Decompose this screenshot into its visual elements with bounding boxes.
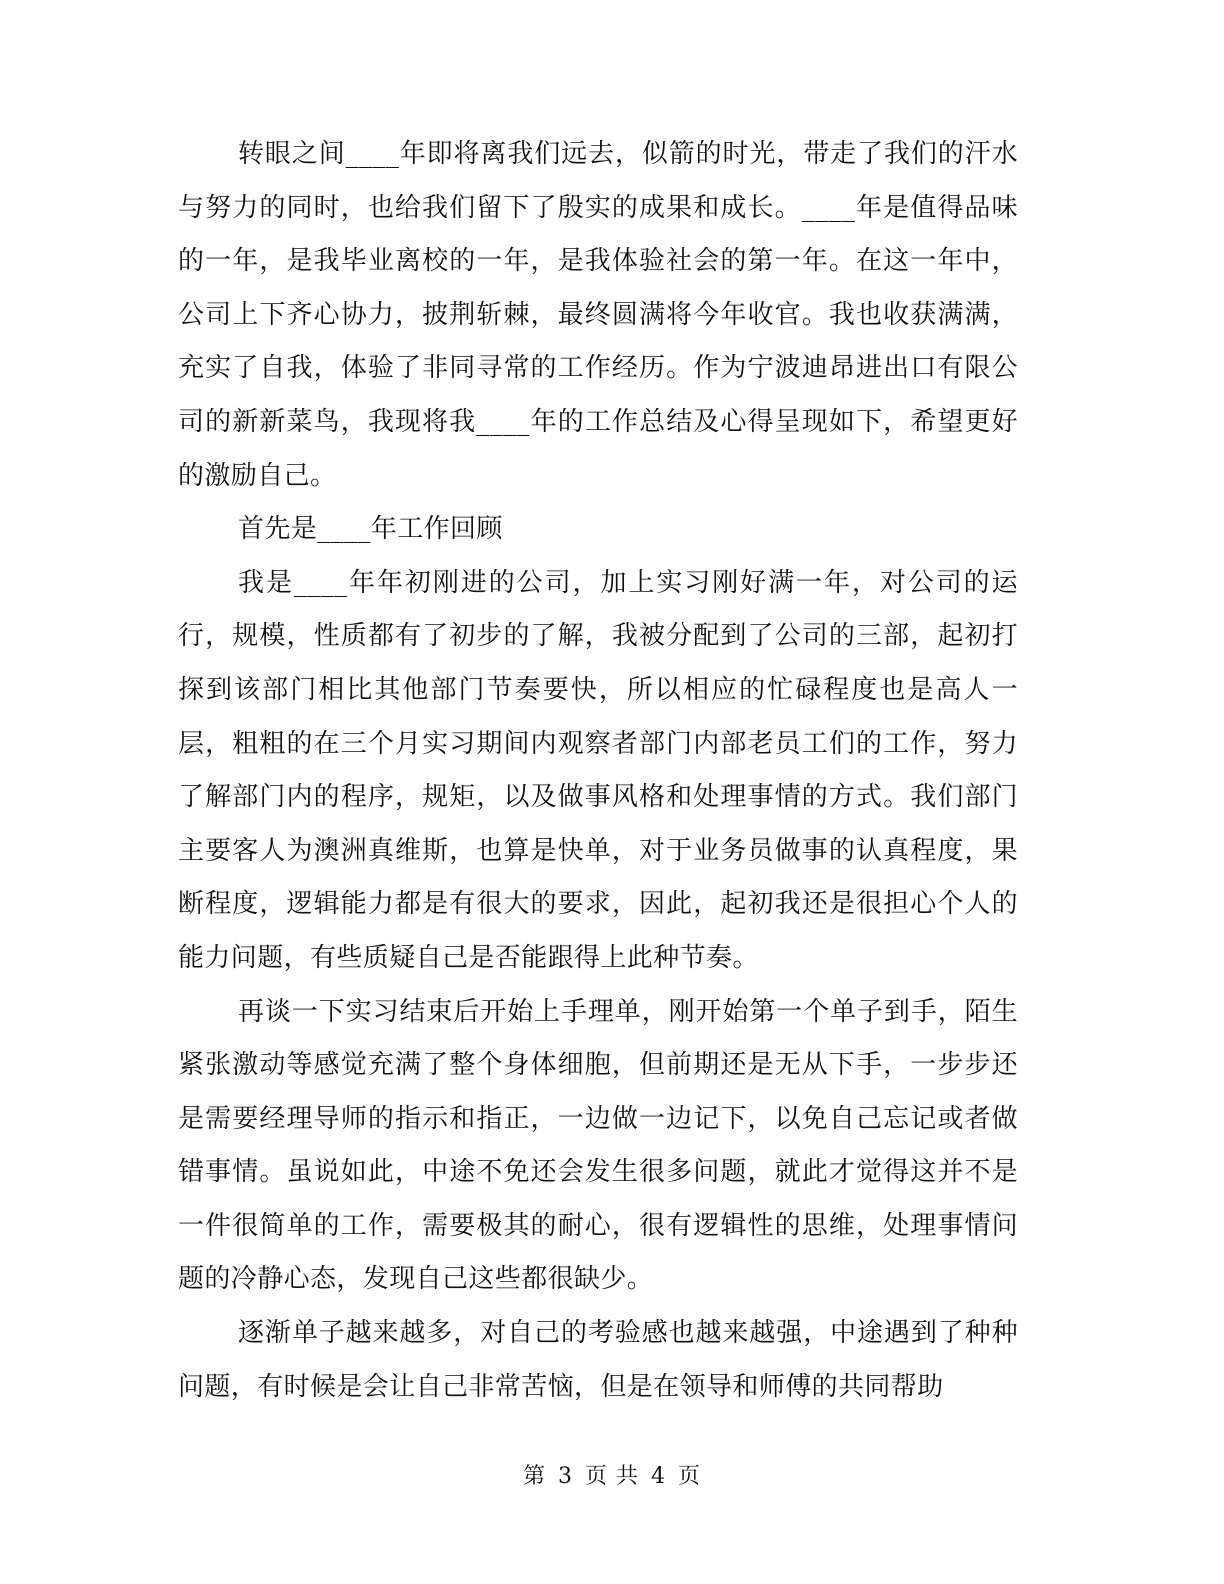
current-page-number: 3	[558, 1464, 573, 1489]
section-heading-review: 首先是____年工作回顾	[238, 514, 503, 545]
paragraph-joining-company: 我是____年年初刚进的公司，加上实习刚好满一年，对公司的运行，规模，性质都有了初步的了解，我被分配到了公司的三部，起初打探到该部门相比其他部门节奏要快，所以相应的忙碌程度也是高人一层，粗粗的在三个月实习期间内观察者部门内部老员工们的工作，努力了解部门内的程序，规矩，以及做事风格和处理事情的方式。我们部门主要客人为澳洲真维斯，也算是快单，对于业务员做事的认真程度，果断程度，逻辑能力都是有很大的要求，因此，起初我还是很担心个人的能力问题，有些质疑自己是否能跟得上此种节奏。	[178, 567, 1018, 973]
document-body	[178, 128, 1018, 1414]
paragraph-more-orders: 逐渐单子越来越多，对自己的考验感也越来越强，中途遇到了种种问题，有时候是会让自己非常苦恼，但是在领导和师傅的共同帮助	[178, 1318, 1018, 1402]
paragraph-after-internship: 再谈一下实习结束后开始上手理单，刚开始第一个单子到手，陌生紧张激动等感觉充满了整个身体细胞，但前期还是无从下手，一步步还是需要经理导师的指示和指正，一边做一边记下，以免自己忘记或者做错事情。虽说如此，中途不免还会发生很多问题，就此才觉得这并不是一件很简单的工作，需要极其的耐心，很有逻辑性的思维，处理事情问题的冷静心态，发现自己这些都很缺少。	[178, 996, 1018, 1295]
paragraph-intro: 转眼之间____年即将离我们远去，似箭的时光，带走了我们的汗水与努力的同时，也给我们留下了殷实的成果和成长。____年是值得品味的一年，是我毕业离校的一年，是我体验社会的第一年。在这一年中，公司上下齐心协力，披荆斩棘，最终圆满将今年收官。我也收获满满，充实了自我，体验了非同寻常的工作经历。作为宁波迪昂进出口有限公司的新新菜鸟，我现将我____年的工作总结及心得呈现如下，希望更好的激励自己。	[178, 139, 1018, 491]
footer-suffix: 页	[678, 1464, 702, 1489]
total-page-count: 4	[651, 1464, 666, 1489]
page-footer	[0, 1462, 1224, 1492]
footer-mid: 页 共	[585, 1464, 639, 1489]
footer-prefix: 第	[522, 1464, 546, 1489]
